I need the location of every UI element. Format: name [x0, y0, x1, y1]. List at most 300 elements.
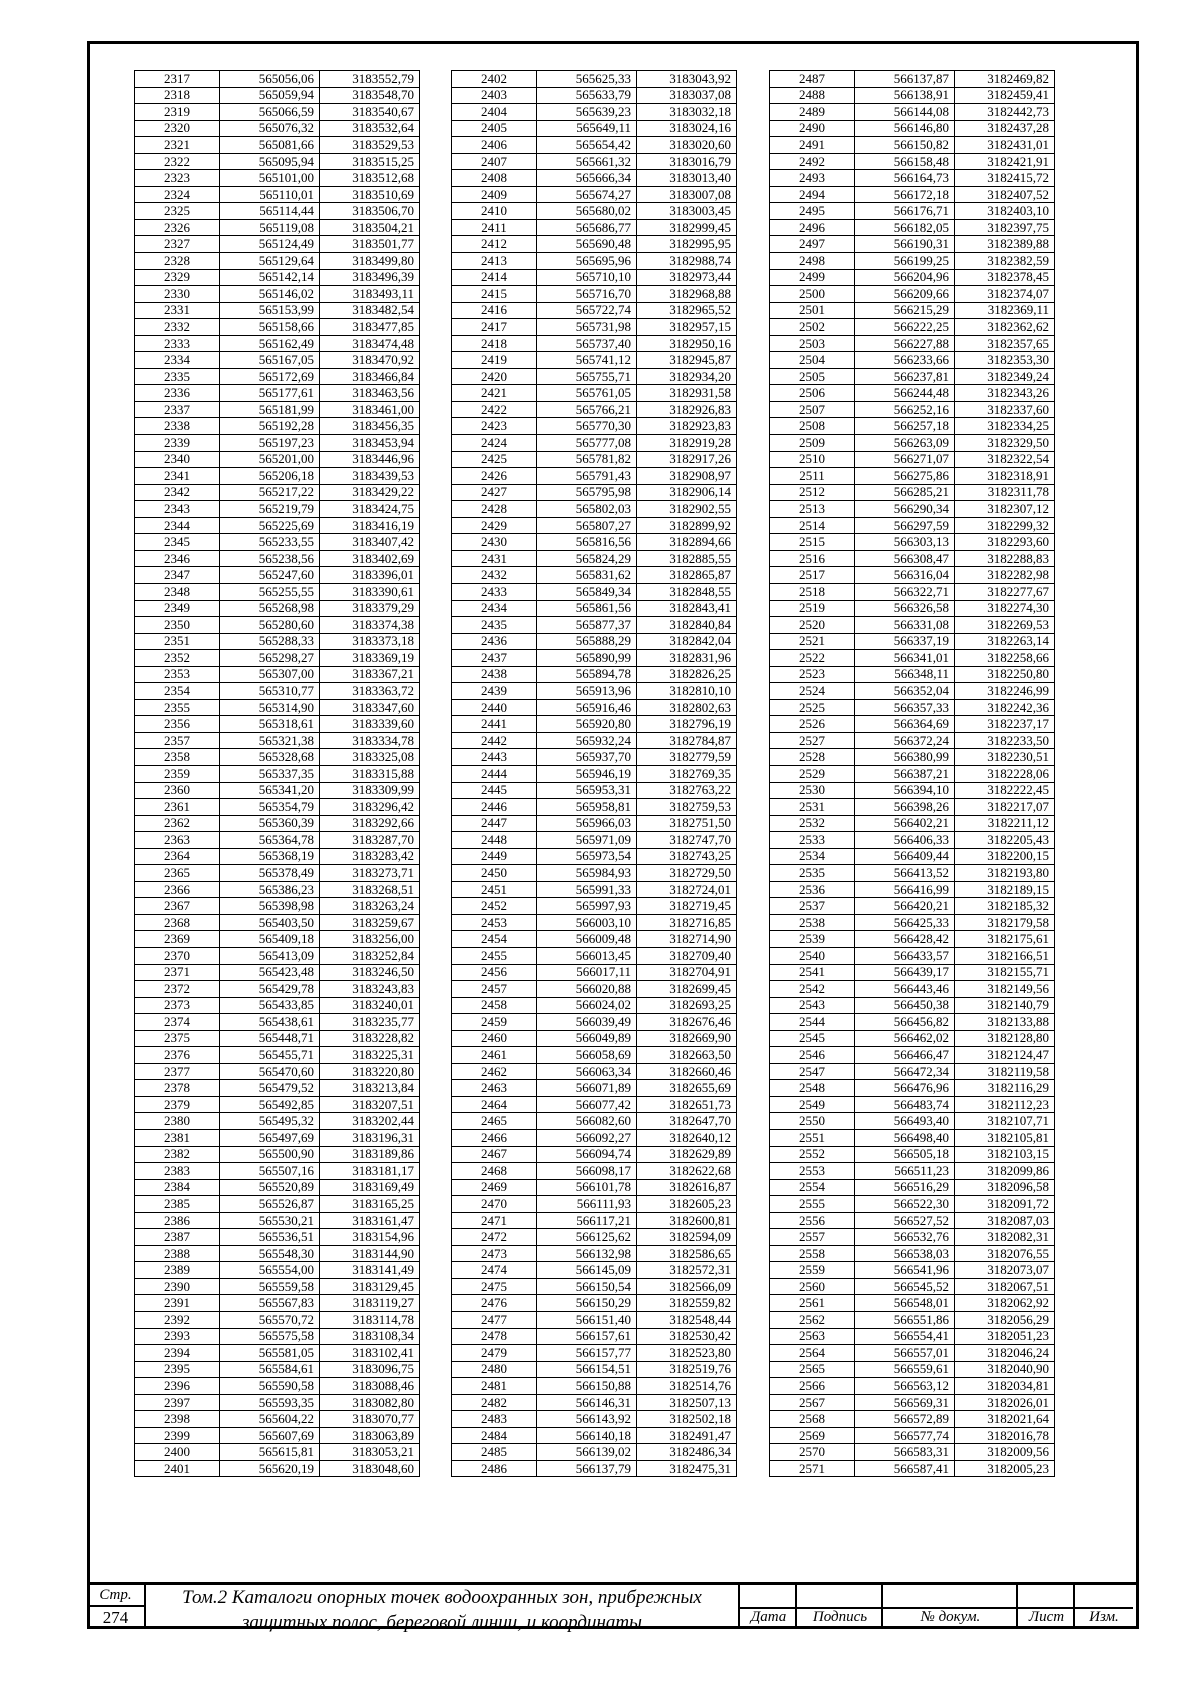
- coord-y: 3182594,09: [637, 1229, 737, 1246]
- coord-y: 3182902,55: [637, 501, 737, 518]
- coord-x: 565791,43: [537, 468, 637, 485]
- coord-y: 3183213,84: [320, 1080, 420, 1097]
- table-row: [135, 1113, 420, 1130]
- coord-y: 3182663,50: [637, 1047, 737, 1064]
- coord-y: 3182566,09: [637, 1278, 737, 1295]
- point-number: 2468: [452, 1163, 537, 1180]
- point-number: 2366: [135, 881, 220, 898]
- point-number: 2471: [452, 1212, 537, 1229]
- table-row: [770, 931, 1055, 948]
- coord-y: 3182917,26: [637, 451, 737, 468]
- coord-y: 3182288,83: [955, 550, 1055, 567]
- coord-y: 3183474,48: [320, 335, 420, 352]
- coord-y: 3182704,91: [637, 964, 737, 981]
- coord-y: 3182724,01: [637, 881, 737, 898]
- coord-y: 3183309,99: [320, 782, 420, 799]
- point-number: 2474: [452, 1262, 537, 1279]
- coord-x: 566157,77: [537, 1345, 637, 1362]
- coordinate-table-2: [451, 70, 737, 1477]
- point-number: 2545: [770, 1030, 855, 1047]
- point-number: 2318: [135, 87, 220, 104]
- coord-y: 3183032,18: [637, 104, 737, 121]
- coord-x: 565953,31: [537, 782, 637, 799]
- coord-y: 3182051,23: [955, 1328, 1055, 1345]
- point-number: 2378: [135, 1080, 220, 1097]
- coord-x: 566063,34: [537, 1063, 637, 1080]
- table-row: [770, 947, 1055, 964]
- table-row: [135, 1427, 420, 1444]
- table-row: [770, 302, 1055, 319]
- coord-y: 3182040,90: [955, 1361, 1055, 1378]
- coord-y: 3182999,45: [637, 219, 737, 236]
- table-row: [770, 1361, 1055, 1378]
- point-number: 2430: [452, 534, 537, 551]
- coord-x: 566493,40: [855, 1113, 955, 1130]
- coord-x: 566257,18: [855, 418, 955, 435]
- table-row: [770, 832, 1055, 849]
- coord-y: 3182189,15: [955, 881, 1055, 898]
- coord-y: 3183379,29: [320, 600, 420, 617]
- coord-x: 566244,48: [855, 385, 955, 402]
- table-row: [452, 484, 737, 501]
- coord-x: 565197,23: [220, 435, 320, 452]
- table-row: [770, 484, 1055, 501]
- coord-y: 3182899,92: [637, 517, 737, 534]
- coord-y: 3182357,65: [955, 335, 1055, 352]
- coord-y: 3183429,22: [320, 484, 420, 501]
- coord-y: 3183144,90: [320, 1245, 420, 1262]
- point-number: 2481: [452, 1378, 537, 1395]
- point-number: 2432: [452, 567, 537, 584]
- coord-x: 566190,31: [855, 236, 955, 253]
- point-number: 2552: [770, 1146, 855, 1163]
- point-number: 2512: [770, 484, 855, 501]
- coord-y: 3182437,28: [955, 120, 1055, 137]
- point-number: 2520: [770, 617, 855, 634]
- coord-y: 3182486,34: [637, 1444, 737, 1461]
- coord-x: 566013,45: [537, 947, 637, 964]
- table-row: [770, 1460, 1055, 1477]
- table-row: [770, 385, 1055, 402]
- table-row: [452, 1146, 737, 1163]
- table-row: [770, 633, 1055, 650]
- coord-x: 566146,80: [855, 120, 955, 137]
- title-line-2: защитных полос, береговой линии, и координаты: [241, 1612, 642, 1633]
- point-number: 2431: [452, 550, 537, 567]
- label-doc-number: № докум.: [920, 1609, 981, 1625]
- coord-y: 3183315,88: [320, 765, 420, 782]
- coord-x: 565639,23: [537, 104, 637, 121]
- point-number: 2379: [135, 1096, 220, 1113]
- point-number: 2475: [452, 1278, 537, 1295]
- coord-y: 3182491,47: [637, 1427, 737, 1444]
- point-number: 2405: [452, 120, 537, 137]
- coord-y: 3182669,90: [637, 1030, 737, 1047]
- coord-x: 566150,29: [537, 1295, 637, 1312]
- table-row: [770, 1444, 1055, 1461]
- coord-y: 3182230,51: [955, 749, 1055, 766]
- point-number: 2497: [770, 236, 855, 253]
- point-number: 2395: [135, 1361, 220, 1378]
- coord-y: 3183466,84: [320, 368, 420, 385]
- coord-y: 3182099,86: [955, 1163, 1055, 1180]
- coord-y: 3183482,54: [320, 302, 420, 319]
- coord-y: 3182112,23: [955, 1096, 1055, 1113]
- point-number: 2495: [770, 203, 855, 220]
- point-number: 2364: [135, 848, 220, 865]
- table-row: [770, 1130, 1055, 1147]
- coord-y: 3183501,77: [320, 236, 420, 253]
- coord-x: 565761,05: [537, 385, 637, 402]
- point-number: 2357: [135, 732, 220, 749]
- table-row: [135, 137, 420, 154]
- coord-x: 565666,34: [537, 170, 637, 187]
- table-row: [135, 219, 420, 236]
- coord-y: 3182322,54: [955, 451, 1055, 468]
- coord-x: 566394,10: [855, 782, 955, 799]
- point-number: 2354: [135, 683, 220, 700]
- table-row: [770, 782, 1055, 799]
- table-row: [452, 219, 737, 236]
- table-row: [770, 914, 1055, 931]
- coord-y: 3182116,29: [955, 1080, 1055, 1097]
- point-number: 2425: [452, 451, 537, 468]
- coord-x: 566285,21: [855, 484, 955, 501]
- point-number: 2554: [770, 1179, 855, 1196]
- coord-y: 3183493,11: [320, 286, 420, 303]
- coord-y: 3182397,75: [955, 219, 1055, 236]
- table-row: [135, 1328, 420, 1345]
- coord-x: 566150,88: [537, 1378, 637, 1395]
- coord-x: 565807,27: [537, 517, 637, 534]
- coord-y: 3183512,68: [320, 170, 420, 187]
- coord-x: 566541,96: [855, 1262, 955, 1279]
- coord-y: 3182166,51: [955, 947, 1055, 964]
- coord-x: 565423,48: [220, 964, 320, 981]
- table-row: [770, 1394, 1055, 1411]
- table-row: [452, 600, 737, 617]
- point-number: 2524: [770, 683, 855, 700]
- coord-x: 565575,58: [220, 1328, 320, 1345]
- coord-x: 566290,34: [855, 501, 955, 518]
- coord-y: 3183273,71: [320, 865, 420, 882]
- coord-y: 3183016,79: [637, 153, 737, 170]
- point-number: 2428: [452, 501, 537, 518]
- table-row: [135, 782, 420, 799]
- table-row: [135, 534, 420, 551]
- coord-y: 3182802,63: [637, 699, 737, 716]
- point-number: 2546: [770, 1047, 855, 1064]
- coord-x: 566548,01: [855, 1295, 955, 1312]
- table-row: [452, 137, 737, 154]
- point-number: 2390: [135, 1278, 220, 1295]
- table-row: [770, 418, 1055, 435]
- table-row: [452, 666, 737, 683]
- point-number: 2464: [452, 1096, 537, 1113]
- table-row: [770, 186, 1055, 203]
- table-row: [135, 484, 420, 501]
- table-row: [135, 253, 420, 270]
- coord-y: 3182640,12: [637, 1130, 737, 1147]
- point-number: 2551: [770, 1130, 855, 1147]
- table-row: [770, 1229, 1055, 1246]
- point-number: 2365: [135, 865, 220, 882]
- coord-y: 3182605,23: [637, 1196, 737, 1213]
- coord-x: 565095,94: [220, 153, 320, 170]
- point-number: 2396: [135, 1378, 220, 1395]
- coord-y: 3183373,18: [320, 633, 420, 650]
- coord-y: 3182919,28: [637, 435, 737, 452]
- point-number: 2375: [135, 1030, 220, 1047]
- coord-y: 3182950,16: [637, 335, 737, 352]
- point-number: 2537: [770, 898, 855, 915]
- coord-x: 565360,39: [220, 815, 320, 832]
- table-row: [452, 1312, 737, 1329]
- coord-x: 565153,99: [220, 302, 320, 319]
- table-row: [770, 567, 1055, 584]
- coord-x: 566341,01: [855, 650, 955, 667]
- coord-y: 3183246,50: [320, 964, 420, 981]
- table-row: [452, 1411, 737, 1428]
- coord-x: 565973,54: [537, 848, 637, 865]
- coord-x: 566527,52: [855, 1212, 955, 1229]
- point-number: 2484: [452, 1427, 537, 1444]
- point-number: 2373: [135, 997, 220, 1014]
- table-row: [135, 683, 420, 700]
- coord-x: 566237,81: [855, 368, 955, 385]
- point-number: 2341: [135, 468, 220, 485]
- coord-y: 3182699,45: [637, 981, 737, 998]
- coord-x: 566150,82: [855, 137, 955, 154]
- point-number: 2561: [770, 1295, 855, 1312]
- point-number: 2348: [135, 583, 220, 600]
- table-row: [452, 236, 737, 253]
- point-number: 2429: [452, 517, 537, 534]
- point-number: 2480: [452, 1361, 537, 1378]
- point-number: 2553: [770, 1163, 855, 1180]
- coord-x: 565321,38: [220, 732, 320, 749]
- coord-x: 565710,10: [537, 269, 637, 286]
- coord-y: 3182729,50: [637, 865, 737, 882]
- coord-x: 565937,70: [537, 749, 637, 766]
- coord-y: 3182945,87: [637, 352, 737, 369]
- coord-x: 566275,86: [855, 468, 955, 485]
- coord-x: 566199,25: [855, 253, 955, 270]
- coord-y: 3182968,88: [637, 286, 737, 303]
- coord-x: 566380,99: [855, 749, 955, 766]
- table-row: [452, 799, 737, 816]
- coord-y: 3182179,58: [955, 914, 1055, 931]
- coordinate-table-1: [134, 70, 420, 1477]
- coord-x: 566150,54: [537, 1278, 637, 1295]
- coord-x: 565890,99: [537, 650, 637, 667]
- coord-y: 3182519,76: [637, 1361, 737, 1378]
- coord-x: 565142,14: [220, 269, 320, 286]
- coord-y: 3182759,53: [637, 799, 737, 816]
- table-row: [770, 368, 1055, 385]
- table-row: [452, 567, 737, 584]
- coord-x: 566456,82: [855, 1014, 955, 1031]
- table-row: [770, 617, 1055, 634]
- point-number: 2370: [135, 947, 220, 964]
- point-number: 2436: [452, 633, 537, 650]
- point-number: 2356: [135, 716, 220, 733]
- point-number: 2344: [135, 517, 220, 534]
- coord-x: 566039,49: [537, 1014, 637, 1031]
- table-row: [135, 517, 420, 534]
- coord-x: 565716,70: [537, 286, 637, 303]
- coord-y: 3183396,01: [320, 567, 420, 584]
- coord-x: 565479,52: [220, 1080, 320, 1097]
- table-row: [770, 203, 1055, 220]
- coord-x: 566428,42: [855, 931, 955, 948]
- coord-y: 3182743,25: [637, 848, 737, 865]
- coord-y: 3182149,56: [955, 981, 1055, 998]
- point-number: 2516: [770, 550, 855, 567]
- point-number: 2458: [452, 997, 537, 1014]
- coord-y: 3182676,46: [637, 1014, 737, 1031]
- coord-y: 3182091,72: [955, 1196, 1055, 1213]
- coord-y: 3182299,32: [955, 517, 1055, 534]
- point-number: 2420: [452, 368, 537, 385]
- coord-y: 3182205,43: [955, 832, 1055, 849]
- table-row: [135, 1212, 420, 1229]
- coord-y: 3183102,41: [320, 1345, 420, 1362]
- table-row: [135, 451, 420, 468]
- coord-x: 565633,79: [537, 87, 637, 104]
- point-number: 2569: [770, 1427, 855, 1444]
- coord-x: 565649,11: [537, 120, 637, 137]
- coord-x: 566138,91: [855, 87, 955, 104]
- coord-x: 566125,62: [537, 1229, 637, 1246]
- coord-x: 565448,71: [220, 1030, 320, 1047]
- coord-x: 566157,61: [537, 1328, 637, 1345]
- point-number: 2502: [770, 319, 855, 336]
- coord-x: 566049,89: [537, 1030, 637, 1047]
- coord-x: 566209,66: [855, 286, 955, 303]
- point-number: 2360: [135, 782, 220, 799]
- coord-y: 3183114,78: [320, 1312, 420, 1329]
- table-row: [135, 1063, 420, 1080]
- coord-x: 566222,25: [855, 319, 955, 336]
- coord-x: 566263,09: [855, 435, 955, 452]
- coord-x: 565766,21: [537, 401, 637, 418]
- coord-x: 565536,51: [220, 1229, 320, 1246]
- table-row: [770, 815, 1055, 832]
- point-number: 2450: [452, 865, 537, 882]
- point-number: 2330: [135, 286, 220, 303]
- coord-x: 565433,85: [220, 997, 320, 1014]
- coord-y: 3183161,47: [320, 1212, 420, 1229]
- table-row: [452, 997, 737, 1014]
- coord-x: 566425,33: [855, 914, 955, 931]
- point-number: 2403: [452, 87, 537, 104]
- coord-x: 565238,56: [220, 550, 320, 567]
- table-row: [135, 1163, 420, 1180]
- table-row: [135, 633, 420, 650]
- coord-y: 3182250,80: [955, 666, 1055, 683]
- coord-x: 566017,11: [537, 964, 637, 981]
- coord-y: 3182973,44: [637, 269, 737, 286]
- point-number: 2408: [452, 170, 537, 187]
- coord-x: 565916,46: [537, 699, 637, 716]
- table-row: [452, 153, 737, 170]
- coord-x: 566409,44: [855, 848, 955, 865]
- coord-x: 565146,02: [220, 286, 320, 303]
- coord-x: 565971,09: [537, 832, 637, 849]
- coord-y: 3182751,50: [637, 815, 737, 832]
- coord-y: 3183374,38: [320, 617, 420, 634]
- coord-y: 3182616,87: [637, 1179, 737, 1196]
- coord-y: 3183048,60: [320, 1460, 420, 1477]
- table-row: [770, 881, 1055, 898]
- coord-x: 566316,04: [855, 567, 955, 584]
- point-number: 2527: [770, 732, 855, 749]
- coord-y: 3183292,66: [320, 815, 420, 832]
- coord-y: 3182885,55: [637, 550, 737, 567]
- coord-x: 566406,33: [855, 832, 955, 849]
- point-number: 2534: [770, 848, 855, 865]
- table-row: [452, 1427, 737, 1444]
- point-number: 2355: [135, 699, 220, 716]
- table-row: [770, 501, 1055, 518]
- table-row: [135, 153, 420, 170]
- table-row: [135, 567, 420, 584]
- table-row: [770, 236, 1055, 253]
- coord-y: 3183259,67: [320, 914, 420, 931]
- point-number: 2560: [770, 1278, 855, 1295]
- coord-x: 565755,71: [537, 368, 637, 385]
- point-number: 2539: [770, 931, 855, 948]
- coord-x: 565429,78: [220, 981, 320, 998]
- point-number: 2374: [135, 1014, 220, 1031]
- coord-y: 3183129,45: [320, 1278, 420, 1295]
- coord-y: 3183407,42: [320, 534, 420, 551]
- table-row: [135, 203, 420, 220]
- coord-x: 565816,56: [537, 534, 637, 551]
- point-number: 2538: [770, 914, 855, 931]
- table-row: [452, 468, 737, 485]
- coord-x: 565364,78: [220, 832, 320, 849]
- coord-y: 3182217,07: [955, 799, 1055, 816]
- coord-x: 566098,17: [537, 1163, 637, 1180]
- coord-y: 3182318,91: [955, 468, 1055, 485]
- table-row: [135, 716, 420, 733]
- coord-y: 3183296,42: [320, 799, 420, 816]
- coord-y: 3182076,55: [955, 1245, 1055, 1262]
- coord-y: 3183108,34: [320, 1328, 420, 1345]
- point-number: 2393: [135, 1328, 220, 1345]
- coord-y: 3182096,58: [955, 1179, 1055, 1196]
- table-row: [135, 319, 420, 336]
- coord-x: 566143,92: [537, 1411, 637, 1428]
- point-number: 2556: [770, 1212, 855, 1229]
- coord-x: 566439,17: [855, 964, 955, 981]
- coord-x: 566538,03: [855, 1245, 955, 1262]
- table-row: [135, 815, 420, 832]
- point-number: 2530: [770, 782, 855, 799]
- point-number: 2477: [452, 1312, 537, 1329]
- point-number: 2519: [770, 600, 855, 617]
- table-row: [452, 931, 737, 948]
- coord-y: 3183235,77: [320, 1014, 420, 1031]
- coord-y: 3183540,67: [320, 104, 420, 121]
- table-row: [452, 1460, 737, 1477]
- point-number: 2558: [770, 1245, 855, 1262]
- coord-y: 3182107,71: [955, 1113, 1055, 1130]
- table-row: [135, 865, 420, 882]
- coord-x: 566462,02: [855, 1030, 955, 1047]
